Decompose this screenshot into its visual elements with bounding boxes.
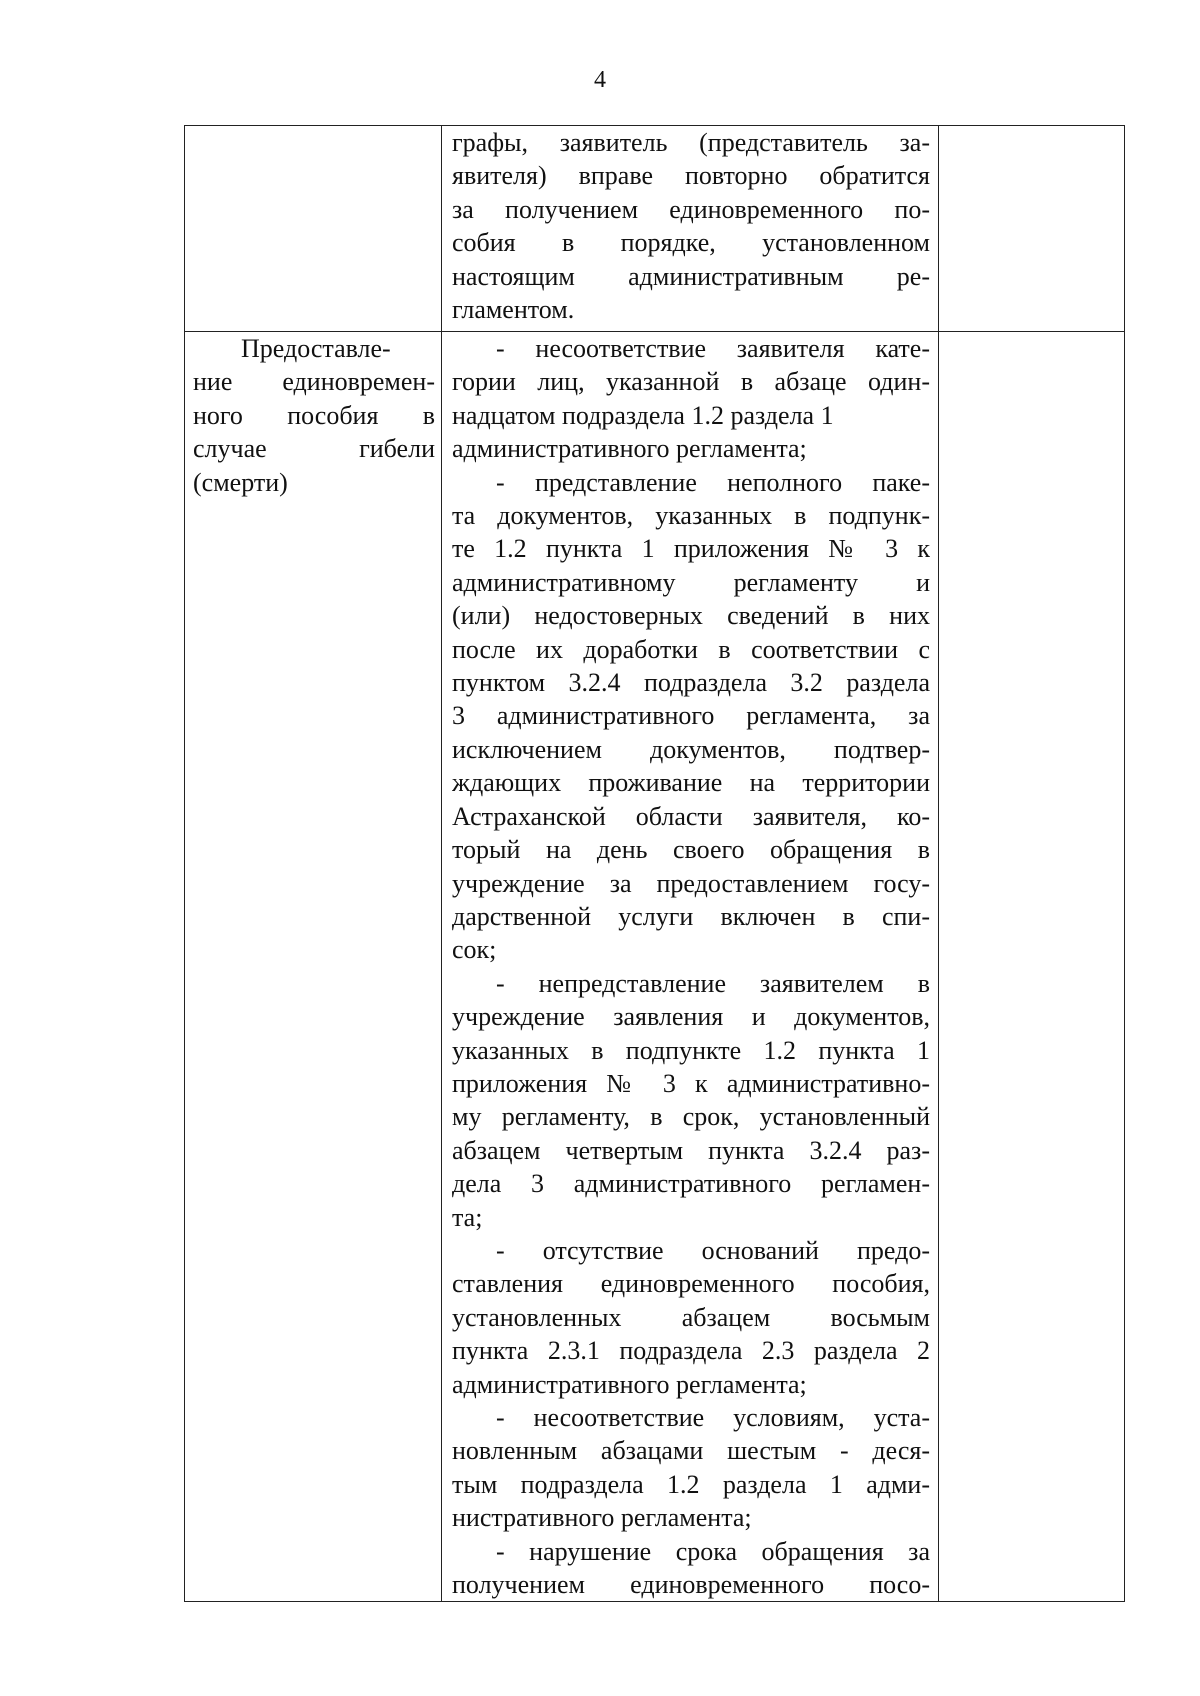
text-line: пунктом 3.2.4 подраздела 3.2 раздела	[452, 668, 930, 698]
text-line: сок;	[452, 935, 497, 965]
text-line: - нарушение срока обращения за	[496, 1536, 930, 1566]
note-cell	[939, 126, 1125, 332]
text-line: графы, заявитель (представитель за-	[452, 128, 930, 157]
table-row	[185, 126, 1125, 332]
service-line: ного пособия в	[193, 400, 435, 430]
text-line: установленных абзацем восьмым	[452, 1302, 930, 1332]
text-line: указанных в подпункте 1.2 пункта 1	[452, 1035, 930, 1065]
service-cell	[185, 126, 442, 332]
text-line: за получением единовременного по-	[452, 194, 930, 224]
text-line: исключением документов, подтвер-	[452, 734, 930, 764]
text-line: дела 3 административного регламен-	[452, 1169, 930, 1199]
text-line: надцатом подраздела 1.2 раздела 1	[452, 400, 834, 430]
service-line: случае гибели	[193, 434, 435, 464]
grounds-cell	[442, 332, 939, 1602]
table-row	[185, 332, 1125, 1602]
text-line: настоящим административным ре-	[452, 261, 930, 291]
text-line: абзацем четвертым пункта 3.2.4 раз-	[452, 1135, 930, 1165]
text-line: - отсутствие оснований предо-	[496, 1235, 930, 1265]
text-line: ждающих проживание на территории	[452, 768, 930, 798]
text-line: дарственной услуги включен в спи-	[452, 901, 930, 931]
note-cell	[939, 332, 1125, 1602]
text-line: 3 административного регламента, за	[452, 701, 930, 731]
text-line: явителя) вправе повторно обратится	[452, 161, 930, 191]
text-line: ставления единовременного пособия,	[452, 1269, 930, 1299]
grounds-cell	[442, 126, 939, 332]
text-line: Астраханской области заявителя, ко-	[452, 801, 930, 831]
text-line: му регламенту, в срок, установленный	[452, 1102, 930, 1132]
text-line: тым подраздела 1.2 раздела 1 адми-	[452, 1469, 930, 1499]
text-line: после их доработки в соответствии с	[452, 634, 930, 664]
text-line: учреждение заявления и документов,	[452, 1002, 930, 1032]
text-line: получением единовременного посо-	[452, 1570, 930, 1600]
text-line: те 1.2 пункта 1 приложения № 3 к	[452, 534, 930, 564]
text-line: та документов, указанных в подпунк-	[452, 501, 930, 531]
text-line: - несоответствие заявителя кате-	[496, 334, 930, 363]
page-number: 4	[594, 67, 606, 93]
text-line: торый на день своего обращения в	[452, 835, 930, 865]
text-line: гории лиц, указанной в абзаце один-	[452, 367, 930, 397]
text-line: - непредставление заявителем в	[496, 968, 930, 998]
text-line: учреждение за предоставлением госу-	[452, 868, 930, 898]
service-line: (смерти)	[193, 467, 288, 497]
text-line: приложения № 3 к административно-	[452, 1068, 930, 1098]
text-line: административного регламента;	[452, 434, 807, 464]
text-line: административного регламента;	[452, 1369, 807, 1399]
text-line: - представление неполного паке-	[496, 467, 930, 497]
regulation-table	[184, 125, 1125, 1602]
text-line: гламентом.	[452, 295, 575, 325]
text-line: - несоответствие условиям, уста-	[496, 1403, 930, 1432]
service-line: ние единовремен-	[193, 367, 435, 397]
text-line: собия в порядке, установленном	[452, 228, 930, 258]
service-line: Предоставле-	[241, 334, 391, 363]
text-line: пункта 2.3.1 подраздела 2.3 раздела 2	[452, 1336, 930, 1366]
text-line: та;	[452, 1202, 483, 1232]
service-cell	[185, 332, 442, 1602]
text-line: (или) недостоверных сведений в них	[452, 601, 930, 631]
text-line: новленным абзацами шестым - деся-	[452, 1436, 930, 1466]
text-line: административному регламенту и	[452, 567, 930, 597]
text-line: нистративного регламента;	[452, 1503, 752, 1533]
